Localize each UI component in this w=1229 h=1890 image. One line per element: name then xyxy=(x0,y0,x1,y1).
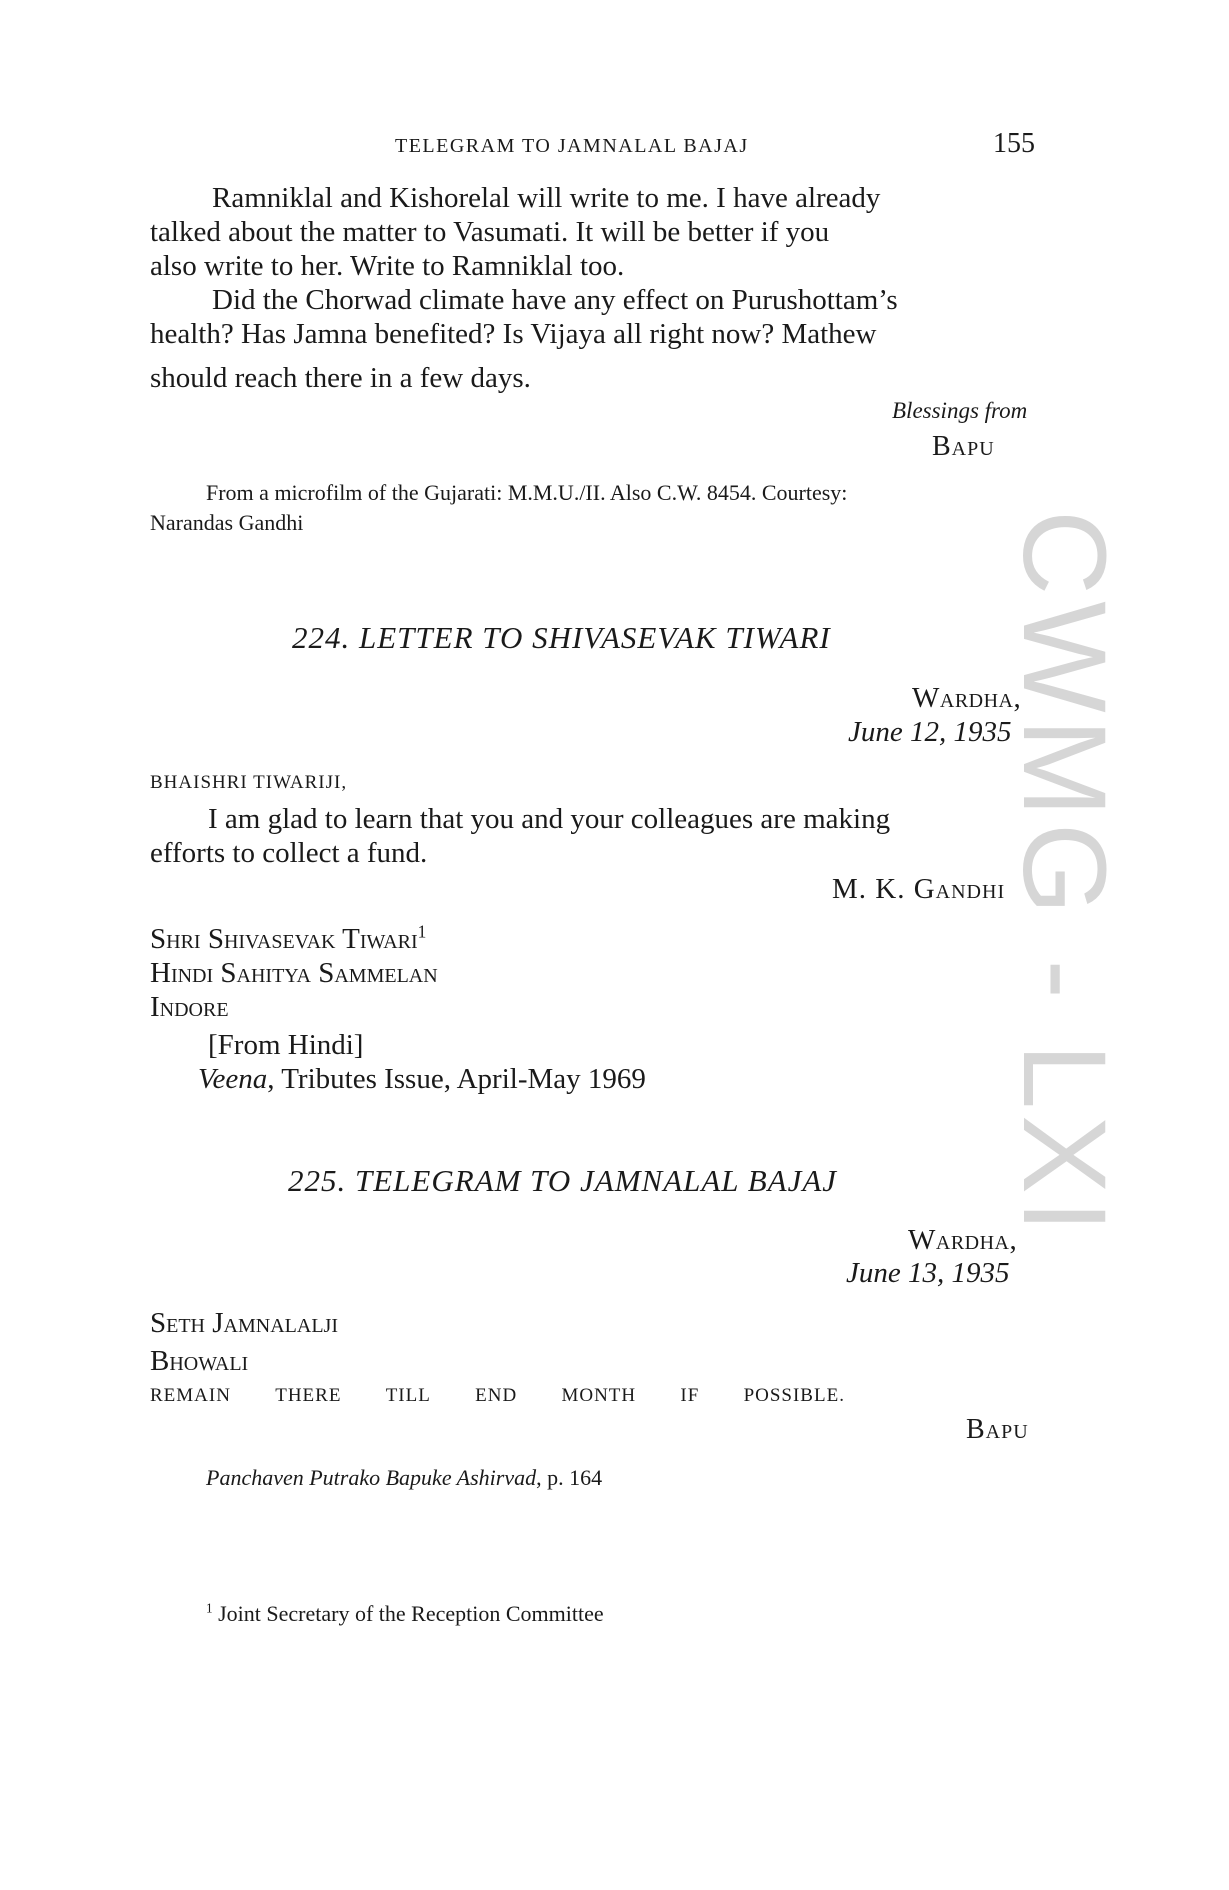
continuation-paragraph-1 xyxy=(150,181,1038,283)
addressee-block xyxy=(150,1306,338,1378)
closing-blessings: Blessings from xyxy=(892,398,1028,423)
letter-body xyxy=(150,802,1038,870)
source-note xyxy=(150,479,847,537)
source-details: , p. 164 xyxy=(536,1465,603,1490)
text-line: I am glad to learn that you and your colleagues are making xyxy=(208,803,891,835)
telegram-word: END xyxy=(475,1385,518,1406)
address-line: Bhowali xyxy=(150,1345,249,1377)
footnote-number: 1 xyxy=(206,1600,213,1616)
signature-bapu: Bapu xyxy=(966,1414,1029,1445)
address-line: Indore xyxy=(150,991,229,1023)
address-line: Shri Shivasevak Tiwari$^1$ xyxy=(150,921,427,955)
signature-bapu: Bapu xyxy=(932,431,995,462)
telegram-word: REMAIN xyxy=(150,1385,231,1406)
source-details: , Tributes Issue, April-May 1969 xyxy=(267,1063,646,1095)
footnote xyxy=(206,1600,604,1628)
source-title: Veena xyxy=(198,1063,268,1095)
source-citation xyxy=(206,1464,602,1492)
date-line: June 12, 1935 xyxy=(848,716,1012,748)
addressee-block xyxy=(150,922,438,1024)
salutation: BHAISHRI TIWARIJI, xyxy=(150,772,348,793)
place-wardha: Wardha, xyxy=(908,1224,1018,1256)
telegram-word: POSSIBLE. xyxy=(743,1385,845,1406)
source-note-line: From a microfilm of the Gujarati: M.M.U./II. Also C.W. 8454. Courtesy: xyxy=(206,480,848,505)
address-line: Seth Jamnalalji xyxy=(150,1307,338,1339)
telegram-word: TILL xyxy=(385,1385,431,1406)
source-note-line: Narandas Gandhi xyxy=(150,510,304,535)
signature-gandhi: M. K. Gandhi xyxy=(832,873,1006,905)
cwmg-watermark: CWMG - LXI xyxy=(998,510,1130,1239)
telegram-text xyxy=(150,1385,845,1407)
address-line: Hindi Sahitya Sammelan xyxy=(150,957,438,989)
footnote-marker: 1 xyxy=(417,921,427,942)
continuation-paragraph-2 xyxy=(150,283,1038,395)
source-citation xyxy=(198,1062,646,1096)
footnote-text: Joint Secretary of the Reception Committee xyxy=(218,1601,604,1626)
text-line: talked about the matter to Vasumati. It will be better if you xyxy=(150,216,830,248)
place-wardha: Wardha, xyxy=(912,682,1022,714)
page-number: 155 xyxy=(993,128,1035,159)
date-line: June 13, 1935 xyxy=(846,1257,1010,1289)
text-line: also write to her. Write to Ramniklal too. xyxy=(150,250,625,282)
text-line: should reach there in a few days. xyxy=(150,362,531,394)
source-language: [From Hindi] xyxy=(208,1029,364,1061)
document-heading-225: 225. TELEGRAM TO JAMNALAL BAJAJ xyxy=(288,1163,838,1198)
text-line: Ramniklal and Kishorelal will write to me. I have already xyxy=(212,182,881,214)
telegram-word: THERE xyxy=(275,1385,342,1406)
document-heading-224: 224. LETTER TO SHIVASEVAK TIWARI xyxy=(292,620,831,655)
telegram-word: IF xyxy=(680,1385,700,1406)
text-line: efforts to collect a fund. xyxy=(150,837,428,869)
text-line: health? Has Jamna benefited? Is Vijaya all right now? Mathew xyxy=(150,318,877,350)
source-title: Panchaven Putrako Bapuke Ashirvad xyxy=(206,1465,537,1490)
telegram-word: MONTH xyxy=(561,1385,637,1406)
text-line: Did the Chorwad climate have any effect on Purushottam’s xyxy=(212,284,898,316)
running-header-title: TELEGRAM TO JAMNALAL BAJAJ xyxy=(395,135,749,157)
